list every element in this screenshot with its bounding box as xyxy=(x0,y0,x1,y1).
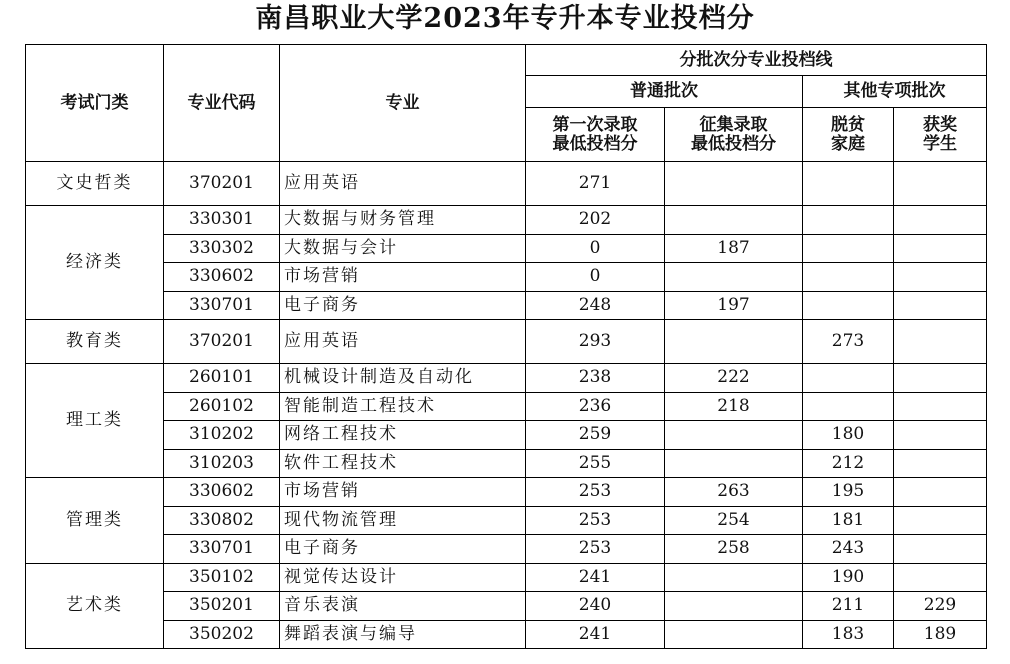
award-score-cell xyxy=(894,206,987,235)
code-cell: 310202 xyxy=(164,421,280,450)
code-cell: 330701 xyxy=(164,291,280,320)
award-score-cell xyxy=(894,291,987,320)
table-row xyxy=(26,392,987,421)
table-row xyxy=(26,364,987,393)
major-cell: 智能制造工程技术 xyxy=(280,392,526,421)
award-score-cell xyxy=(894,506,987,535)
header-category: 考试门类 xyxy=(26,45,164,162)
first-score-cell: 253 xyxy=(526,506,665,535)
header-award-student xyxy=(894,108,987,162)
code-cell: 370201 xyxy=(164,320,280,364)
major-cell: 应用英语 xyxy=(280,162,526,206)
solicit-score-cell xyxy=(665,263,803,292)
solicit-score-cell xyxy=(665,421,803,450)
major-cell: 电子商务 xyxy=(280,535,526,564)
poverty-score-cell xyxy=(803,291,894,320)
category-cell: 教育类 xyxy=(26,320,164,364)
table-row xyxy=(26,592,987,621)
major-cell: 机械设计制造及自动化 xyxy=(280,364,526,393)
poverty-score-cell: 243 xyxy=(803,535,894,564)
table-row xyxy=(26,535,987,564)
major-cell: 市场营销 xyxy=(280,263,526,292)
solicit-score-cell xyxy=(665,449,803,478)
header-solicit-line1: 征集录取 xyxy=(699,114,768,135)
award-score-cell xyxy=(894,563,987,592)
solicit-score-cell: 263 xyxy=(665,478,803,507)
code-cell: 350201 xyxy=(164,592,280,621)
major-cell: 舞蹈表演与编导 xyxy=(280,620,526,649)
header-major: 专业 xyxy=(280,45,526,162)
poverty-score-cell: 273 xyxy=(803,320,894,364)
code-cell: 330301 xyxy=(164,206,280,235)
table-row xyxy=(26,291,987,320)
table-row xyxy=(26,421,987,450)
header-special-batch: 其他专项批次 xyxy=(803,76,987,108)
header-first-admission-line2: 最低投档分 xyxy=(552,133,638,154)
category-cell: 理工类 xyxy=(26,364,164,478)
first-score-cell: 248 xyxy=(526,291,665,320)
poverty-score-cell: 211 xyxy=(803,592,894,621)
first-score-cell: 0 xyxy=(526,234,665,263)
award-score-cell xyxy=(894,263,987,292)
solicit-score-cell: 254 xyxy=(665,506,803,535)
category-cell: 文史哲类 xyxy=(26,162,164,206)
solicit-score-cell: 197 xyxy=(665,291,803,320)
solicit-score-cell xyxy=(665,563,803,592)
code-cell: 260101 xyxy=(164,364,280,393)
poverty-score-cell xyxy=(803,263,894,292)
major-cell: 市场营销 xyxy=(280,478,526,507)
solicit-score-cell xyxy=(665,162,803,206)
table-row xyxy=(26,506,987,535)
first-score-cell: 238 xyxy=(526,364,665,393)
first-score-cell: 253 xyxy=(526,535,665,564)
award-score-cell xyxy=(894,478,987,507)
table-row xyxy=(26,263,987,292)
header-solicit-admission xyxy=(665,108,803,162)
major-cell: 现代物流管理 xyxy=(280,506,526,535)
solicit-score-cell xyxy=(665,592,803,621)
major-cell: 音乐表演 xyxy=(280,592,526,621)
first-score-cell: 236 xyxy=(526,392,665,421)
major-cell: 软件工程技术 xyxy=(280,449,526,478)
major-cell: 网络工程技术 xyxy=(280,421,526,450)
major-cell: 电子商务 xyxy=(280,291,526,320)
table-row xyxy=(26,478,987,507)
poverty-score-cell: 180 xyxy=(803,421,894,450)
major-cell: 大数据与财务管理 xyxy=(280,206,526,235)
header-poverty-family xyxy=(803,108,894,162)
header-solicit-line2: 最低投档分 xyxy=(691,133,776,154)
table-row xyxy=(26,563,987,592)
award-score-cell xyxy=(894,320,987,364)
first-score-cell: 259 xyxy=(526,421,665,450)
poverty-score-cell xyxy=(803,392,894,421)
first-score-cell: 255 xyxy=(526,449,665,478)
code-cell: 330602 xyxy=(164,478,280,507)
header-award-line1: 获奖 xyxy=(923,114,957,135)
award-score-cell xyxy=(894,234,987,263)
table-row xyxy=(26,449,987,478)
major-cell: 大数据与会计 xyxy=(280,234,526,263)
first-score-cell: 241 xyxy=(526,620,665,649)
poverty-score-cell: 183 xyxy=(803,620,894,649)
admission-score-table xyxy=(25,44,987,649)
code-cell: 330802 xyxy=(164,506,280,535)
solicit-score-cell: 222 xyxy=(665,364,803,393)
award-score-cell xyxy=(894,162,987,206)
header-poverty-line2: 家庭 xyxy=(831,133,865,154)
header-first-admission xyxy=(526,108,665,162)
header-group: 分批次分专业投档线 xyxy=(526,45,987,76)
code-cell: 370201 xyxy=(164,162,280,206)
code-cell: 350102 xyxy=(164,563,280,592)
first-score-cell: 271 xyxy=(526,162,665,206)
award-score-cell xyxy=(894,421,987,450)
first-score-cell: 253 xyxy=(526,478,665,507)
code-cell: 330602 xyxy=(164,263,280,292)
category-cell: 艺术类 xyxy=(26,563,164,649)
first-score-cell: 0 xyxy=(526,263,665,292)
poverty-score-cell: 212 xyxy=(803,449,894,478)
header-first-admission-line1: 第一次录取 xyxy=(552,114,638,135)
category-cell: 经济类 xyxy=(26,206,164,320)
code-cell: 330701 xyxy=(164,535,280,564)
table-body xyxy=(26,162,987,649)
solicit-score-cell: 258 xyxy=(665,535,803,564)
solicit-score-cell: 218 xyxy=(665,392,803,421)
table-row xyxy=(26,234,987,263)
table-header xyxy=(26,45,987,162)
award-score-cell xyxy=(894,364,987,393)
code-cell: 310203 xyxy=(164,449,280,478)
header-poverty-line1: 脱贫 xyxy=(831,114,865,135)
award-score-cell: 229 xyxy=(894,592,987,621)
poverty-score-cell: 181 xyxy=(803,506,894,535)
header-code: 专业代码 xyxy=(164,45,280,162)
solicit-score-cell xyxy=(665,620,803,649)
first-score-cell: 240 xyxy=(526,592,665,621)
code-cell: 330302 xyxy=(164,234,280,263)
award-score-cell: 189 xyxy=(894,620,987,649)
poverty-score-cell xyxy=(803,206,894,235)
header-regular-batch: 普通批次 xyxy=(526,76,803,108)
code-cell: 350202 xyxy=(164,620,280,649)
table-row xyxy=(26,162,987,206)
poverty-score-cell: 195 xyxy=(803,478,894,507)
major-cell: 应用英语 xyxy=(280,320,526,364)
header-award-line2: 学生 xyxy=(923,133,957,154)
solicit-score-cell: 187 xyxy=(665,234,803,263)
award-score-cell xyxy=(894,449,987,478)
first-score-cell: 293 xyxy=(526,320,665,364)
solicit-score-cell xyxy=(665,320,803,364)
award-score-cell xyxy=(894,392,987,421)
award-score-cell xyxy=(894,535,987,564)
first-score-cell: 241 xyxy=(526,563,665,592)
poverty-score-cell xyxy=(803,364,894,393)
table-row xyxy=(26,620,987,649)
poverty-score-cell xyxy=(803,234,894,263)
major-cell: 视觉传达设计 xyxy=(280,563,526,592)
solicit-score-cell xyxy=(665,206,803,235)
table-row xyxy=(26,320,987,364)
first-score-cell: 202 xyxy=(526,206,665,235)
page-title: 南昌职业大学2023年专升本专业投档分 xyxy=(255,3,755,34)
poverty-score-cell xyxy=(803,162,894,206)
table-row xyxy=(26,206,987,235)
code-cell: 260102 xyxy=(164,392,280,421)
category-cell: 管理类 xyxy=(26,478,164,564)
poverty-score-cell: 190 xyxy=(803,563,894,592)
